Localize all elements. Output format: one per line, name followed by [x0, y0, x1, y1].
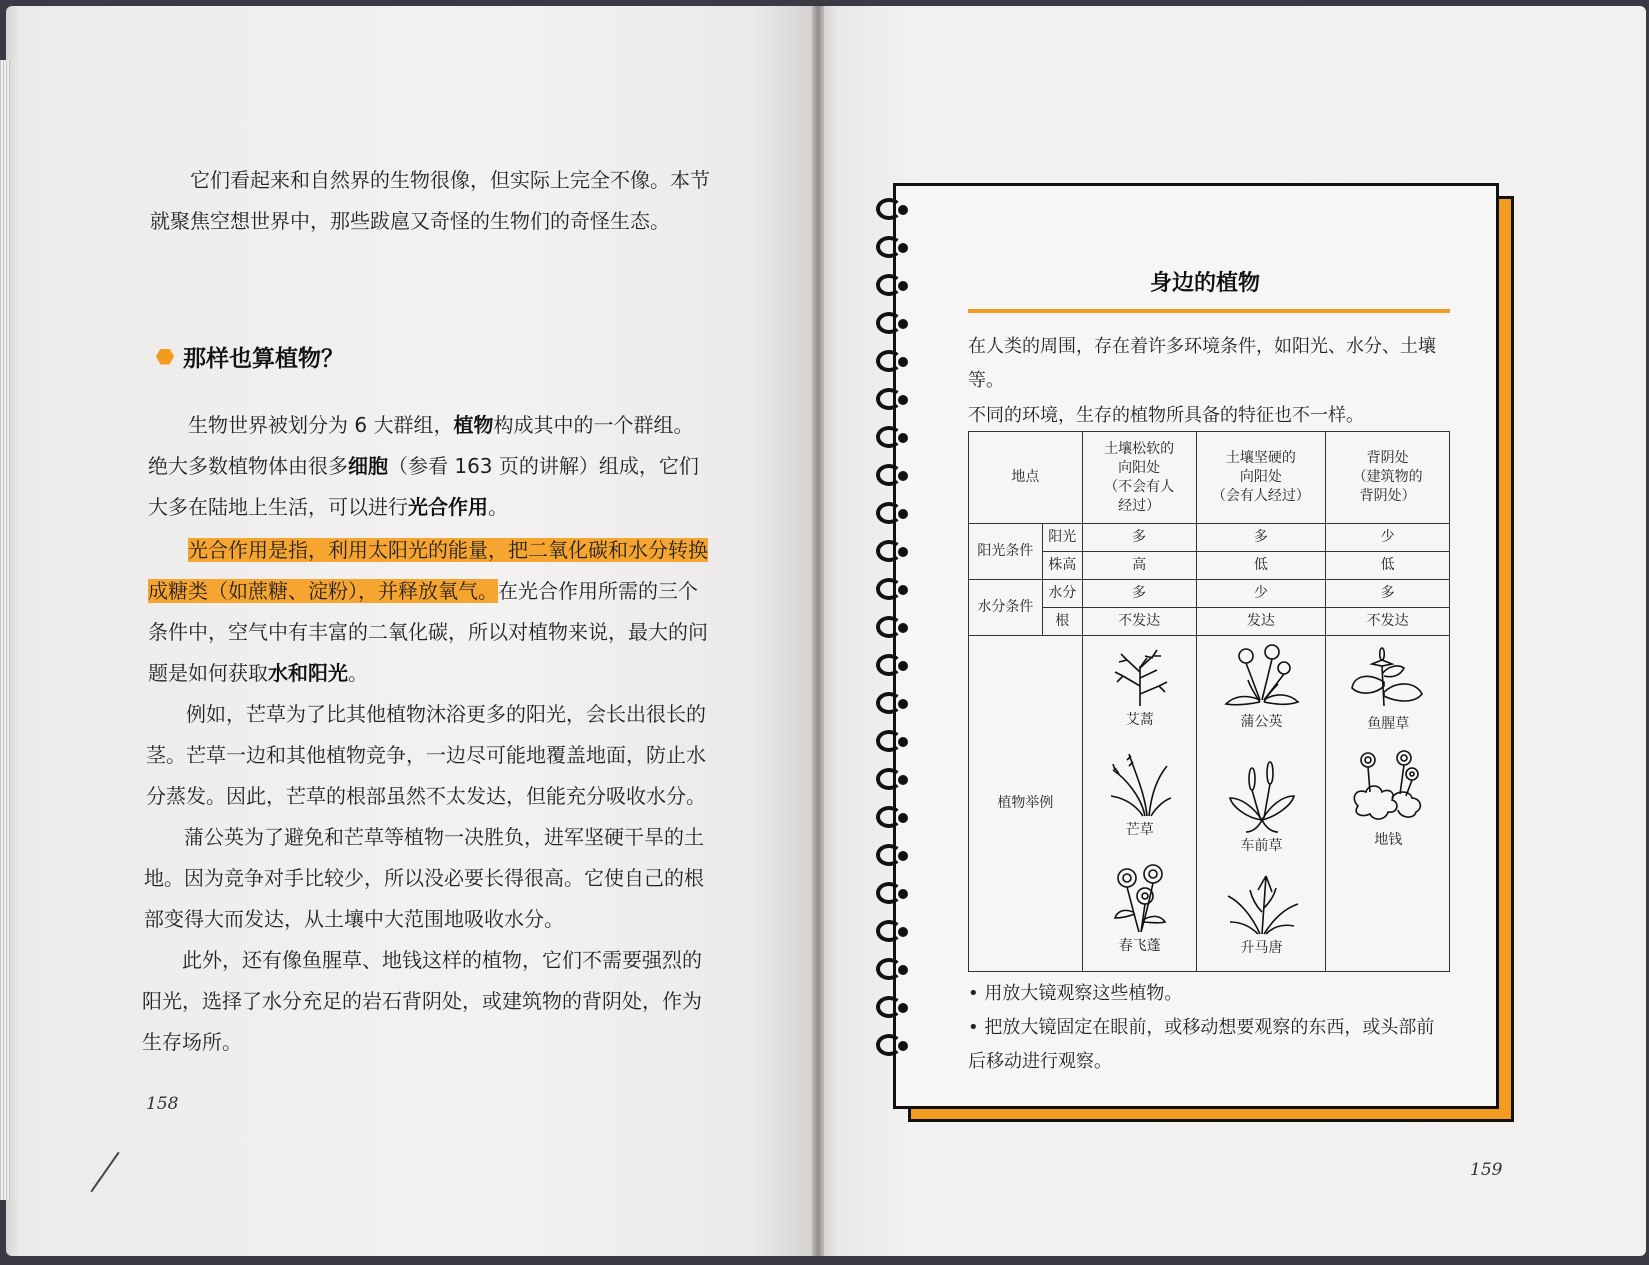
book-gutter	[812, 6, 824, 1256]
spiral-ring-icon	[876, 236, 910, 260]
bold-term: 光合作用	[408, 495, 488, 519]
header-line: （会有人经过）	[1211, 488, 1310, 504]
notebook-intro-2: 不同的环境，生存的植物所具备的特征也不一样。	[968, 405, 1364, 426]
highlighted-definition: 光合作用是指，利用太阳光的能量，把二氧化碳和水分转换成糖类（如蔗糖、淀粉），并释放氧气。	[148, 538, 708, 603]
notebook-intro-1: 在人类的周围，存在着许多环境条件，如阳光、水分、土壤等。	[968, 336, 1436, 391]
hexagon-bullet-icon	[156, 349, 174, 365]
bold-term: 水和阳光	[268, 661, 348, 685]
spiral-ring-icon	[876, 502, 910, 526]
header-col-soft-sunny	[1082, 432, 1196, 524]
spiral-ring-icon	[876, 730, 910, 754]
row-label: 阳光	[1042, 524, 1082, 552]
spiral-ring-icon	[876, 806, 910, 830]
notebook-title: 身边的植物	[1150, 271, 1261, 296]
row-label: 根	[1042, 608, 1082, 636]
plant-label: 蒲公英	[1240, 714, 1283, 730]
page-number-right: 159	[1470, 1160, 1503, 1180]
intro-paragraph: 它们看起来和自然界的生物很像，但实际上完全不像。本节就聚焦空想世界中，那些跋扈又奇怪的生物们的奇怪生态。	[150, 168, 710, 233]
paragraph-shade-plants: 此外，还有像鱼腥草、地钱这样的植物，它们不需要强烈的阳光，选择了水分充足的岩石背阴处，或建筑物的背阴处，作为生存场所。	[142, 948, 702, 1054]
dandelion-icon	[1222, 644, 1302, 710]
spiral-ring-icon	[876, 426, 910, 450]
plant-dandelion	[1212, 644, 1312, 732]
houttuynia-icon	[1348, 642, 1428, 712]
plant-plantain	[1212, 758, 1312, 856]
header-line: 向阳处	[1118, 459, 1161, 476]
header-line: 背阴处）	[1359, 488, 1416, 504]
section-heading	[156, 340, 344, 373]
plant-houttuynia	[1338, 642, 1438, 734]
crabgrass-icon	[1222, 872, 1302, 936]
header-line: （不会有人	[1104, 478, 1175, 495]
silvergrass-icon	[1105, 748, 1175, 818]
header-place: 地点	[969, 432, 1083, 524]
plant-liverwort	[1338, 748, 1438, 850]
examples-label: 植物举例	[969, 636, 1083, 972]
header-line: 土壤坚硬的	[1225, 450, 1296, 466]
plants-hard-sunny	[1196, 636, 1326, 972]
plant-label: 车前草	[1240, 838, 1283, 854]
spiral-ring-icon	[876, 1034, 910, 1058]
table-cell: 少	[1326, 524, 1450, 552]
group-sunlight: 阳光条件	[969, 524, 1043, 580]
plant-silvergrass	[1090, 748, 1190, 840]
header-line: 土壤松软的	[1104, 440, 1175, 457]
text-run: 生物世界被划分为 6 大群组，	[188, 413, 454, 437]
text-run: 构成其中的一个群组。绝大多数植物体由很多	[148, 413, 694, 478]
mugwort-icon	[1105, 646, 1175, 708]
plants-shade	[1326, 636, 1450, 972]
spiral-ring-icon	[876, 350, 910, 374]
header-col-hard-sunny	[1196, 432, 1326, 524]
spiral-ring-icon	[876, 996, 910, 1020]
spiral-ring-icon	[876, 958, 910, 982]
spiral-ring-icon	[876, 844, 910, 868]
spiral-ring-icon	[876, 464, 910, 488]
table-header-row	[969, 432, 1450, 524]
table-cell: 多	[1082, 524, 1196, 552]
spiral-ring-icon	[876, 312, 910, 336]
table-row	[969, 580, 1450, 608]
spiral-ring-icon	[876, 882, 910, 906]
bullet-magnifier-tip: • 把放大镜固定在眼前，或移动想要观察的东西，或头部前后移动进行观察。	[968, 1017, 1435, 1072]
page-number-left: 158	[146, 1094, 179, 1114]
table-cell: 多	[1082, 580, 1196, 608]
spiral-ring-icon	[876, 920, 910, 944]
table-cell: 低	[1196, 552, 1326, 580]
spiral-ring-icon	[876, 616, 910, 640]
bold-term: 细胞	[348, 454, 388, 478]
header-line: 向阳处	[1239, 469, 1282, 485]
text-run: 。	[488, 495, 508, 519]
plant-examples-row	[969, 636, 1450, 972]
spiral-ring-icon	[876, 198, 910, 222]
header-line: 背阴处	[1366, 450, 1409, 466]
header-line: （建筑物的	[1352, 469, 1423, 485]
group-water: 水分条件	[969, 580, 1043, 636]
plant-environment-table	[968, 431, 1450, 972]
plant-label: 艾蒿	[1125, 712, 1154, 728]
spiral-ring-icon	[876, 692, 910, 716]
table-cell: 少	[1196, 580, 1326, 608]
page-edges	[0, 60, 10, 1200]
table-cell: 多	[1196, 524, 1326, 552]
table-cell: 多	[1326, 580, 1450, 608]
plant-label: 升马唐	[1240, 940, 1283, 956]
plant-label: 春飞蓬	[1118, 938, 1161, 954]
spiral-ring-icon	[876, 654, 910, 678]
plants-soft-sunny	[1082, 636, 1196, 972]
row-label: 水分	[1042, 580, 1082, 608]
table-cell: 高	[1082, 552, 1196, 580]
plant-label: 芒草	[1125, 822, 1154, 838]
spiral-ring-icon	[876, 540, 910, 564]
plantain-icon	[1222, 758, 1302, 834]
spiral-ring-icon	[876, 578, 910, 602]
paragraph-photosynthesis	[148, 530, 708, 694]
spiral-ring-icon	[876, 274, 910, 298]
table-cell: 低	[1326, 552, 1450, 580]
plant-crabgrass	[1212, 872, 1312, 958]
spiral-ring-icon	[876, 388, 910, 412]
plant-mugwort	[1090, 646, 1190, 730]
plant-label: 地钱	[1374, 832, 1403, 848]
liverwort-icon	[1348, 748, 1428, 828]
header-col-shade	[1326, 432, 1450, 524]
fleabane-icon	[1105, 862, 1175, 934]
spiral-binding	[876, 198, 916, 1078]
table-cell: 发达	[1196, 608, 1326, 636]
bullet-observe: • 用放大镜观察这些植物。	[968, 983, 1183, 1004]
plant-fleabane	[1090, 862, 1190, 956]
spiral-ring-icon	[876, 768, 910, 792]
text-run: 在光合作用所需的三个条件中，空气中有丰富的二氧化碳，所以对植物来说，最大的问题是如何获取	[148, 579, 708, 685]
row-label: 株高	[1042, 552, 1082, 580]
paragraph-dandelion: 蒲公英为了避免和芒草等植物一决胜负，进军坚硬干旱的土地。因为竞争对手比较少，所以没必要长得很高。它使自己的根部变得大而发达，从土壤中大范围地吸收水分。	[144, 825, 704, 931]
table-row	[969, 524, 1450, 552]
table-cell: 不发达	[1082, 608, 1196, 636]
paragraph-plant-groups	[148, 405, 708, 528]
text-run: 。	[348, 661, 368, 685]
section-title: 那样也算植物？	[183, 346, 344, 372]
paragraph-silvergrass: 例如，芒草为了比其他植物沐浴更多的阳光，会长出很长的茎。芒草一边和其他植物竞争，一边尽可能地覆盖地面，防止水分蒸发。因此，芒草的根部虽然不太发达，但能充分吸收水分。	[146, 702, 706, 808]
plant-label: 鱼腥草	[1367, 716, 1410, 732]
header-line: 经过）	[1118, 497, 1161, 514]
bold-term: 植物	[453, 413, 494, 437]
text-run: （参看 163 页的讲解）组成，它们大多在陆地上生活，可以进行	[148, 454, 699, 519]
title-underline	[968, 309, 1450, 313]
table-cell: 不发达	[1326, 608, 1450, 636]
